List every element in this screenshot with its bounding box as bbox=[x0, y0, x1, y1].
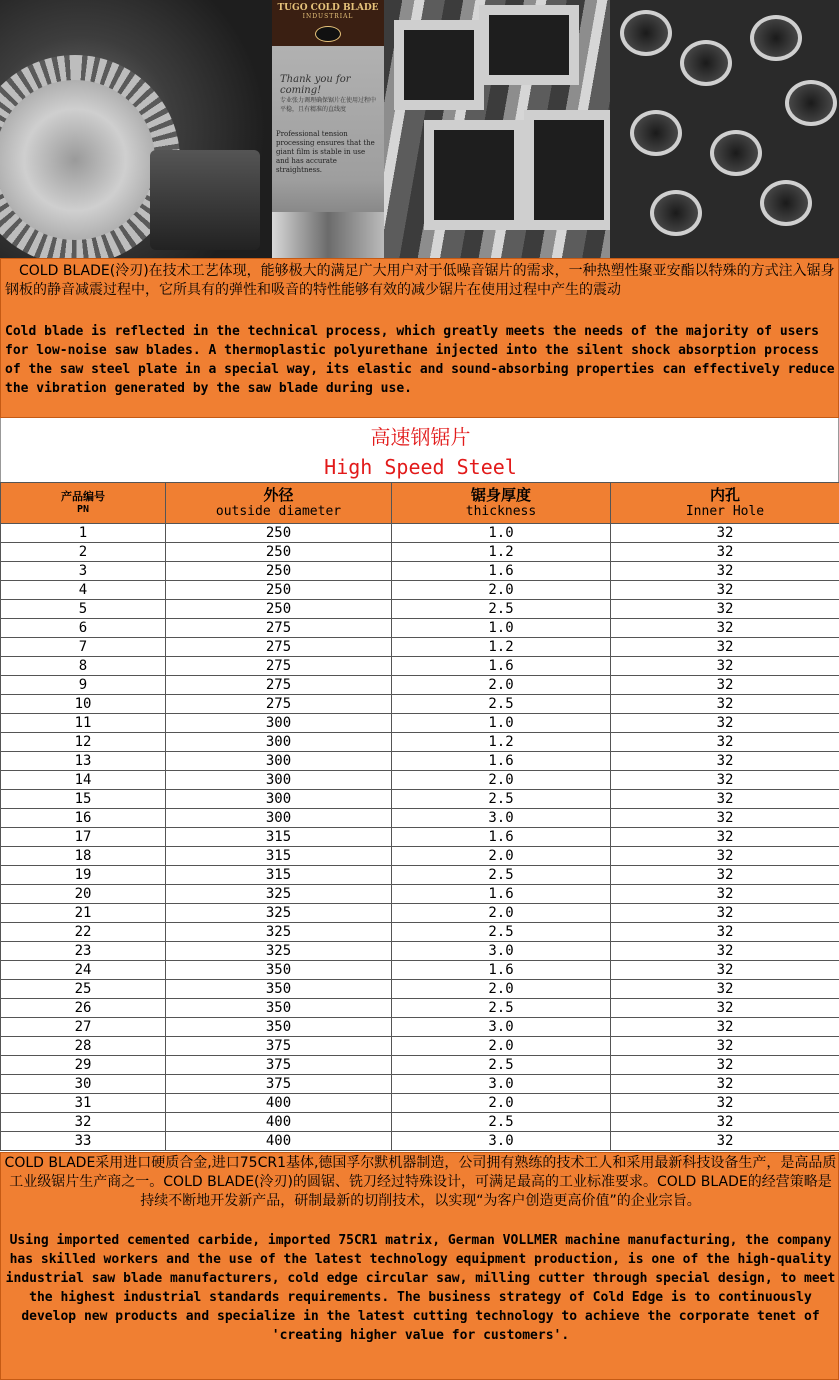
cell-inner-hole: 32 bbox=[611, 619, 839, 638]
cell-pn: 28 bbox=[1, 1037, 166, 1056]
cell-inner-hole: 32 bbox=[611, 581, 839, 600]
cell-pn: 2 bbox=[1, 543, 166, 562]
cell-inner-hole: 32 bbox=[611, 809, 839, 828]
header-pn bbox=[1, 483, 166, 524]
cell-diameter: 300 bbox=[166, 809, 392, 828]
header-pn-zh: 产品编号 bbox=[61, 490, 105, 503]
table-row bbox=[1, 600, 839, 619]
cell-thickness: 1.6 bbox=[392, 562, 611, 581]
cell-diameter: 275 bbox=[166, 619, 392, 638]
square-tubes-photo bbox=[384, 0, 610, 258]
cell-diameter: 315 bbox=[166, 866, 392, 885]
cell-diameter: 315 bbox=[166, 828, 392, 847]
cell-pn: 23 bbox=[1, 942, 166, 961]
table-row bbox=[1, 1132, 839, 1151]
round-pipe-icon bbox=[760, 180, 812, 226]
cell-pn: 3 bbox=[1, 562, 166, 581]
poster-caption-en: Professional tension processing ensures that the giant film is stable in use and has accurate straightness. bbox=[276, 130, 375, 174]
header-thickness-en: thickness bbox=[465, 504, 537, 519]
table-row bbox=[1, 999, 839, 1018]
table-row bbox=[1, 1094, 839, 1113]
table-row bbox=[1, 866, 839, 885]
table-row bbox=[1, 847, 839, 866]
table-row bbox=[1, 828, 839, 847]
header-thickness bbox=[392, 483, 611, 524]
intro-text-en: Cold blade is reflected in the technical process, which greatly meets the needs of the majority of users for low-noise saw blades. A thermoplastic polyurethane injected into the silent shock absorption process of the saw steel plate in a special way, its elastic and sound-absorbing properties can effectively reduce the vibration generated by the saw blade during use. bbox=[5, 324, 835, 396]
cell-thickness: 1.2 bbox=[392, 543, 611, 562]
round-pipes-photo bbox=[610, 0, 839, 258]
cell-inner-hole: 32 bbox=[611, 657, 839, 676]
round-pipe-icon bbox=[680, 40, 732, 86]
cell-thickness: 1.6 bbox=[392, 961, 611, 980]
cell-diameter: 325 bbox=[166, 885, 392, 904]
cell-pn: 22 bbox=[1, 923, 166, 942]
header-diameter-zh: 外径 bbox=[263, 486, 294, 504]
square-tube-icon bbox=[524, 110, 610, 230]
cell-inner-hole: 32 bbox=[611, 961, 839, 980]
cell-pn: 16 bbox=[1, 809, 166, 828]
table-row bbox=[1, 942, 839, 961]
cell-pn: 9 bbox=[1, 676, 166, 695]
header-pn-en: PN bbox=[76, 504, 90, 515]
cell-diameter: 350 bbox=[166, 961, 392, 980]
header-inner-hole bbox=[611, 483, 839, 524]
table-row bbox=[1, 809, 839, 828]
cell-thickness: 2.5 bbox=[392, 695, 611, 714]
machine-icon bbox=[150, 150, 260, 250]
cell-diameter: 275 bbox=[166, 676, 392, 695]
round-pipe-icon bbox=[785, 80, 837, 126]
table-row bbox=[1, 562, 839, 581]
cell-thickness: 1.6 bbox=[392, 752, 611, 771]
cell-diameter: 250 bbox=[166, 543, 392, 562]
cell-thickness: 2.0 bbox=[392, 847, 611, 866]
table-row bbox=[1, 733, 839, 752]
footer-text-en: Using imported cemented carbide, imported 75CR1 matrix, German VOLLMER machine manufacturing, the company has skilled workers and the use of the latest technology equipment production, is one of the high-quality industrial saw blade manufacturers, cold edge circular saw, milling cutter through special design, to meet the highest industrial standards requirements. The business strategy of Cold Edge is to continuously develop new products and specialize in the latest cutting technology to achieve the corporate tenet of 'creating higher value for customers'. bbox=[5, 1233, 836, 1343]
cell-pn: 13 bbox=[1, 752, 166, 771]
table-row bbox=[1, 524, 839, 543]
footer-block bbox=[0, 1152, 839, 1380]
cell-pn: 20 bbox=[1, 885, 166, 904]
cell-diameter: 400 bbox=[166, 1094, 392, 1113]
square-tube-icon bbox=[424, 120, 524, 230]
round-pipe-icon bbox=[750, 15, 802, 61]
intro-block bbox=[0, 258, 839, 418]
cell-thickness: 2.0 bbox=[392, 904, 611, 923]
header-inner-hole-en: Inner Hole bbox=[685, 504, 765, 519]
cell-pn: 27 bbox=[1, 1018, 166, 1037]
cell-pn: 24 bbox=[1, 961, 166, 980]
cell-thickness: 2.5 bbox=[392, 923, 611, 942]
cell-diameter: 300 bbox=[166, 733, 392, 752]
cell-thickness: 1.2 bbox=[392, 638, 611, 657]
table-title-zh: 高速钢锯片 bbox=[370, 425, 471, 449]
cell-pn: 25 bbox=[1, 980, 166, 999]
cell-thickness: 1.6 bbox=[392, 657, 611, 676]
cell-inner-hole: 32 bbox=[611, 1056, 839, 1075]
cell-thickness: 2.5 bbox=[392, 1113, 611, 1132]
round-pipe-icon bbox=[650, 190, 702, 236]
table-row bbox=[1, 752, 839, 771]
cell-pn: 31 bbox=[1, 1094, 166, 1113]
table-row bbox=[1, 543, 839, 562]
square-tube-icon bbox=[479, 5, 579, 85]
cell-inner-hole: 32 bbox=[611, 600, 839, 619]
table-row bbox=[1, 1113, 839, 1132]
brand-logo-icon bbox=[315, 26, 341, 42]
table-row bbox=[1, 790, 839, 809]
table-row bbox=[1, 714, 839, 733]
table-row bbox=[1, 961, 839, 980]
table-row bbox=[1, 638, 839, 657]
cell-pn: 17 bbox=[1, 828, 166, 847]
cell-thickness: 3.0 bbox=[392, 1132, 611, 1151]
round-pipe-icon bbox=[630, 110, 682, 156]
table-row bbox=[1, 904, 839, 923]
table-header-row bbox=[1, 483, 839, 524]
cell-pn: 33 bbox=[1, 1132, 166, 1151]
cell-inner-hole: 32 bbox=[611, 1132, 839, 1151]
footer-text-zh: COLD BLADE采用进口硬质合金,进口75CR1基体,德国孚尔默机器制造，公司拥有熟练的技术工人和采用最新科技设备生产，是高品质工业级锯片生产商之一。COLD BLADE(泠刃)的圆锯、铣刀经过特殊设计，可满足最高的工业标准要求。COLD BLADE的经营策略是持续不断地开发新产品，研制最新的切削技术，以实现“为客户创造更高价值”的企业宗旨。 bbox=[4, 1155, 837, 1209]
cell-inner-hole: 32 bbox=[611, 923, 839, 942]
cell-thickness: 2.5 bbox=[392, 999, 611, 1018]
cell-diameter: 300 bbox=[166, 752, 392, 771]
table-row bbox=[1, 771, 839, 790]
intro-text-zh: COLD BLADE(泠刃)在技术工艺体现，能够极大的满足广大用户对于低噪音锯片的需求，一种热塑性聚亚安酯以特殊的方式注入锯身钢板的静音减震过程中，它所具有的弹性和吸音的特性能够有效的减少锯片在使用过程中产生的震动 bbox=[5, 263, 835, 298]
cell-inner-hole: 32 bbox=[611, 695, 839, 714]
cell-diameter: 250 bbox=[166, 562, 392, 581]
cell-inner-hole: 32 bbox=[611, 1018, 839, 1037]
cell-inner-hole: 32 bbox=[611, 885, 839, 904]
cell-thickness: 3.0 bbox=[392, 1075, 611, 1094]
cell-thickness: 2.0 bbox=[392, 581, 611, 600]
cell-thickness: 1.0 bbox=[392, 714, 611, 733]
cell-inner-hole: 32 bbox=[611, 828, 839, 847]
cell-inner-hole: 32 bbox=[611, 1094, 839, 1113]
header-inner-hole-zh: 内孔 bbox=[709, 486, 740, 504]
cell-inner-hole: 32 bbox=[611, 1075, 839, 1094]
cell-diameter: 250 bbox=[166, 524, 392, 543]
cell-inner-hole: 32 bbox=[611, 714, 839, 733]
cell-pn: 4 bbox=[1, 581, 166, 600]
cell-diameter: 375 bbox=[166, 1037, 392, 1056]
cell-pn: 14 bbox=[1, 771, 166, 790]
cell-inner-hole: 32 bbox=[611, 999, 839, 1018]
brand-name: TUGO COLD BLADE bbox=[277, 3, 379, 13]
table-row bbox=[1, 923, 839, 942]
cell-pn: 7 bbox=[1, 638, 166, 657]
cell-inner-hole: 32 bbox=[611, 771, 839, 790]
cell-thickness: 2.0 bbox=[392, 1094, 611, 1113]
cell-pn: 10 bbox=[1, 695, 166, 714]
cell-pn: 32 bbox=[1, 1113, 166, 1132]
table-row bbox=[1, 1018, 839, 1037]
cell-diameter: 275 bbox=[166, 638, 392, 657]
table-row bbox=[1, 619, 839, 638]
cell-inner-hole: 32 bbox=[611, 752, 839, 771]
cell-inner-hole: 32 bbox=[611, 638, 839, 657]
cell-thickness: 1.0 bbox=[392, 524, 611, 543]
cell-diameter: 325 bbox=[166, 942, 392, 961]
brand-subtitle: INDUSTRIAL bbox=[302, 13, 354, 20]
cell-diameter: 400 bbox=[166, 1132, 392, 1151]
cell-inner-hole: 32 bbox=[611, 562, 839, 581]
table-row bbox=[1, 1037, 839, 1056]
round-pipe-icon bbox=[710, 130, 762, 176]
cell-thickness: 3.0 bbox=[392, 1018, 611, 1037]
cell-diameter: 375 bbox=[166, 1056, 392, 1075]
cell-diameter: 315 bbox=[166, 847, 392, 866]
cell-inner-hole: 32 bbox=[611, 543, 839, 562]
cell-inner-hole: 32 bbox=[611, 733, 839, 752]
table-row bbox=[1, 1075, 839, 1094]
cell-diameter: 300 bbox=[166, 790, 392, 809]
cell-inner-hole: 32 bbox=[611, 980, 839, 999]
cell-thickness: 2.0 bbox=[392, 1037, 611, 1056]
cell-diameter: 350 bbox=[166, 999, 392, 1018]
cell-inner-hole: 32 bbox=[611, 524, 839, 543]
cell-diameter: 350 bbox=[166, 1018, 392, 1037]
cell-inner-hole: 32 bbox=[611, 942, 839, 961]
cell-inner-hole: 32 bbox=[611, 866, 839, 885]
cell-pn: 5 bbox=[1, 600, 166, 619]
square-tube-icon bbox=[394, 20, 484, 110]
cell-thickness: 3.0 bbox=[392, 809, 611, 828]
cell-thickness: 2.5 bbox=[392, 600, 611, 619]
cell-pn: 19 bbox=[1, 866, 166, 885]
cell-inner-hole: 32 bbox=[611, 904, 839, 923]
cell-pn: 8 bbox=[1, 657, 166, 676]
cell-diameter: 300 bbox=[166, 714, 392, 733]
table-row bbox=[1, 676, 839, 695]
cell-diameter: 300 bbox=[166, 771, 392, 790]
cell-pn: 11 bbox=[1, 714, 166, 733]
cell-pn: 15 bbox=[1, 790, 166, 809]
header-diameter-en: outside diameter bbox=[215, 504, 342, 519]
cell-pn: 1 bbox=[1, 524, 166, 543]
cell-diameter: 325 bbox=[166, 904, 392, 923]
table-row bbox=[1, 657, 839, 676]
cell-inner-hole: 32 bbox=[611, 1113, 839, 1132]
cell-diameter: 400 bbox=[166, 1113, 392, 1132]
cell-pn: 30 bbox=[1, 1075, 166, 1094]
table-row bbox=[1, 581, 839, 600]
cell-pn: 26 bbox=[1, 999, 166, 1018]
table-row bbox=[1, 885, 839, 904]
cell-diameter: 275 bbox=[166, 657, 392, 676]
spec-table bbox=[0, 482, 839, 1151]
cell-diameter: 250 bbox=[166, 581, 392, 600]
cell-diameter: 250 bbox=[166, 600, 392, 619]
cell-thickness: 2.0 bbox=[392, 980, 611, 999]
cell-inner-hole: 32 bbox=[611, 847, 839, 866]
header-diameter bbox=[166, 483, 392, 524]
cell-thickness: 2.0 bbox=[392, 676, 611, 695]
cell-pn: 18 bbox=[1, 847, 166, 866]
cell-pn: 6 bbox=[1, 619, 166, 638]
cell-thickness: 2.5 bbox=[392, 1056, 611, 1075]
cell-diameter: 325 bbox=[166, 923, 392, 942]
cell-pn: 21 bbox=[1, 904, 166, 923]
cell-diameter: 275 bbox=[166, 695, 392, 714]
cell-inner-hole: 32 bbox=[611, 676, 839, 695]
cell-thickness: 1.0 bbox=[392, 619, 611, 638]
cell-thickness: 2.5 bbox=[392, 790, 611, 809]
poster-machine-image bbox=[272, 212, 384, 258]
cell-thickness: 3.0 bbox=[392, 942, 611, 961]
cell-pn: 29 bbox=[1, 1056, 166, 1075]
cell-thickness: 1.6 bbox=[392, 885, 611, 904]
cell-pn: 12 bbox=[1, 733, 166, 752]
cell-thickness: 2.0 bbox=[392, 771, 611, 790]
brand-poster-photo bbox=[272, 0, 384, 258]
cell-inner-hole: 32 bbox=[611, 1037, 839, 1056]
cell-diameter: 350 bbox=[166, 980, 392, 999]
cell-thickness: 2.5 bbox=[392, 866, 611, 885]
table-row bbox=[1, 695, 839, 714]
cell-diameter: 375 bbox=[166, 1075, 392, 1094]
round-pipe-icon bbox=[620, 10, 672, 56]
table-title-en: High Speed Steel bbox=[324, 455, 517, 479]
cell-thickness: 1.6 bbox=[392, 828, 611, 847]
table-title bbox=[0, 418, 839, 482]
table-row bbox=[1, 980, 839, 999]
header-thickness-zh: 锯身厚度 bbox=[470, 486, 531, 504]
poster-thanks: Thank you for coming! bbox=[280, 74, 351, 96]
cell-inner-hole: 32 bbox=[611, 790, 839, 809]
saw-blade-photo bbox=[0, 0, 272, 258]
table-row bbox=[1, 1056, 839, 1075]
poster-caption-zh: 专业张力调理确保锯片在使用过程中平稳，且有精准的直线度 bbox=[280, 97, 377, 113]
product-photo-strip bbox=[0, 0, 839, 258]
cell-thickness: 1.2 bbox=[392, 733, 611, 752]
